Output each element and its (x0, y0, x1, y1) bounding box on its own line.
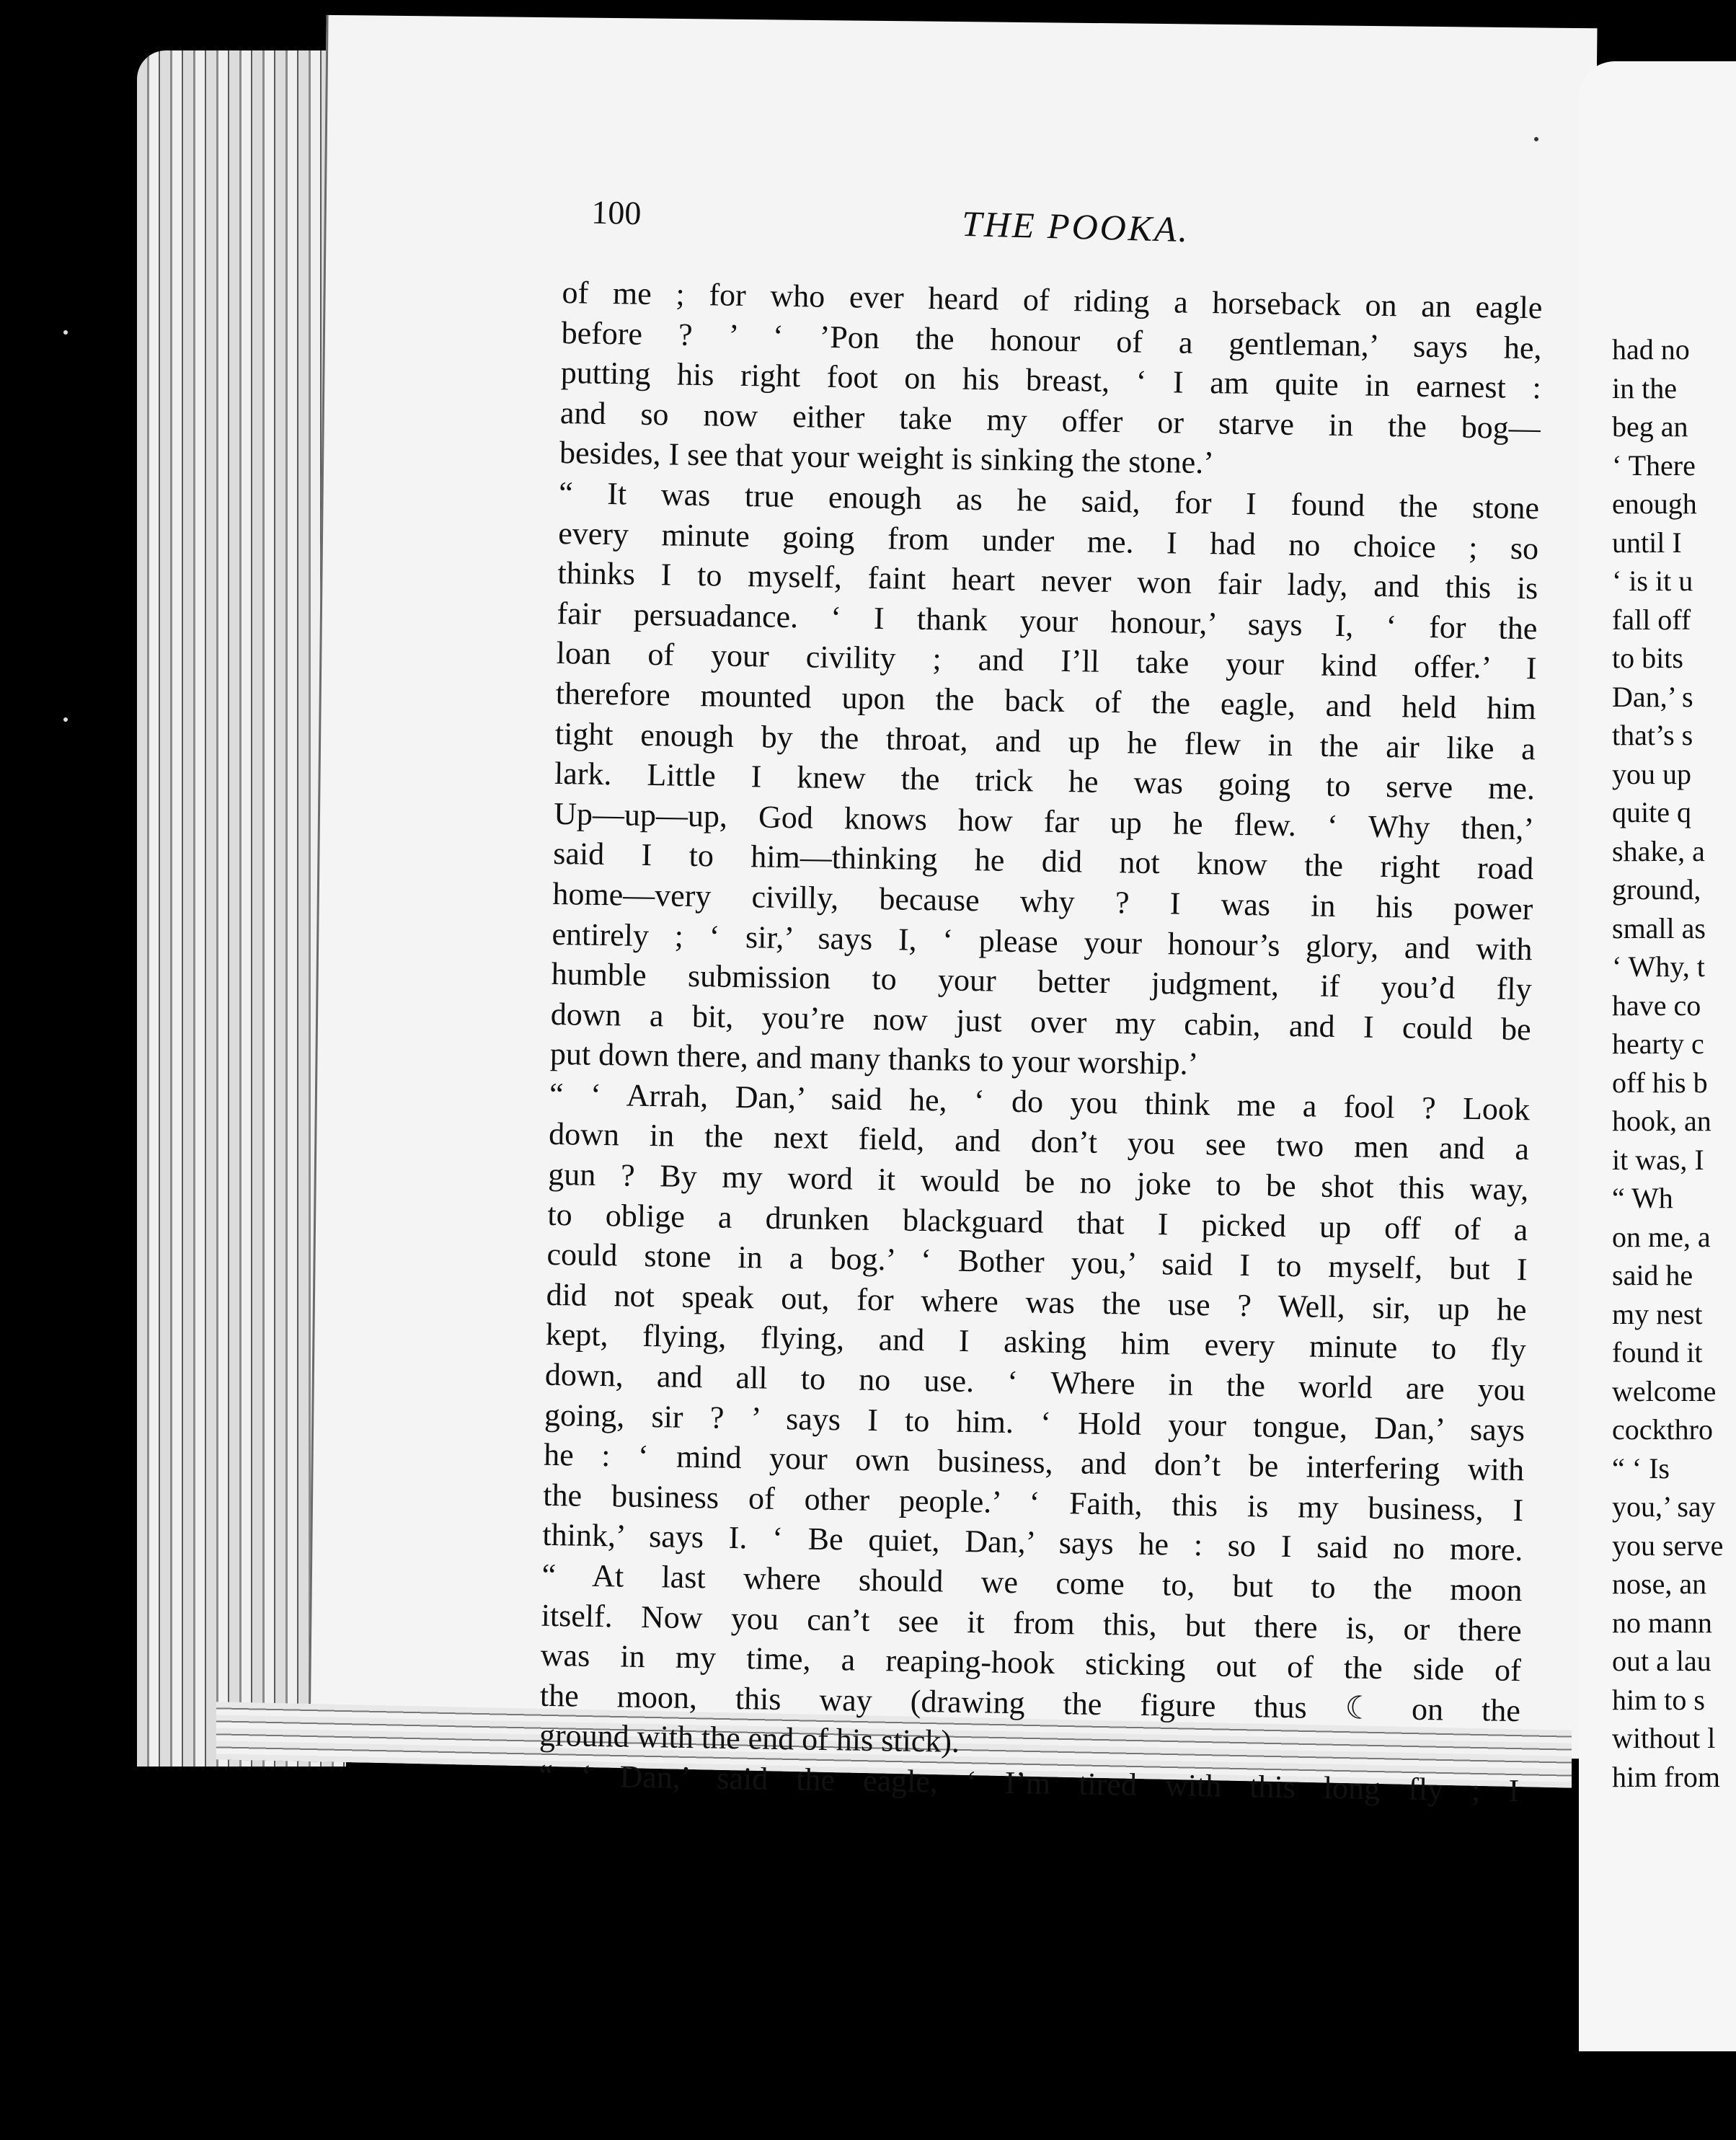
facing-text-line: you,’ say (1612, 1490, 1716, 1523)
text-line: going, sir ? ’ says I to him. ‘ Hold your tongue, Dan,’ says (544, 1397, 1525, 1448)
facing-text-line: him from (1612, 1760, 1720, 1793)
text-line: down, and all to no use. ‘ Where in the world are you (544, 1356, 1526, 1408)
facing-text-line: ‘ is it u (1612, 565, 1693, 597)
facing-text-line: found it (1612, 1336, 1703, 1369)
facing-text-line: enough (1612, 487, 1697, 520)
facing-page-text (1612, 330, 1736, 1796)
facing-text-line: “ Wh (1612, 1182, 1673, 1214)
facing-text-line: beg an (1612, 410, 1688, 443)
text-line: putting his right foot on his breast, ‘ I am quite in earnest : (560, 355, 1542, 406)
speck (1534, 137, 1538, 141)
text-line: the moon, this way (drawing the figure thus ☾ on the (539, 1677, 1521, 1728)
facing-text-line: shake, a (1612, 834, 1705, 867)
text-line: therefore mounted upon the back of the eagle, and held him (555, 675, 1537, 727)
speck (63, 717, 68, 722)
text-line: “ At last where should we come to, but to the moon (541, 1557, 1523, 1609)
text-line: loan of your civility ; and I’ll take your kind offer.’ I (556, 635, 1537, 686)
facing-text-line: had no (1612, 333, 1690, 366)
text-line: fair persuadance. ‘ I thank your honour,’ says I, ‘ for the (557, 595, 1538, 647)
facing-text-line: said he (1612, 1259, 1693, 1291)
facing-text-line: Dan,’ s (1612, 680, 1693, 713)
text-line: lark. Little I knew the trick he was going to serve me. (554, 756, 1536, 807)
facing-text-line: ‘ Why, t (1612, 950, 1705, 983)
facing-text-line: in the (1612, 371, 1677, 404)
text-line: Up—up—up, God knows how far up he flew. ‘ Why then,’ (553, 795, 1535, 846)
text-line: “ ‘ Dan,’ said the eagle, ‘ I’m tired with this long fly ; I (538, 1757, 1520, 1809)
facing-text-line: quite q (1612, 796, 1691, 828)
facing-text-line: hearty c (1612, 1027, 1704, 1060)
facing-text-line: you serve (1612, 1529, 1724, 1562)
text-line: thinks I to myself, faint heart never won fair lady, and this is (557, 555, 1538, 606)
facing-text-line: him to s (1612, 1683, 1705, 1716)
facing-text-line: out a lau (1612, 1645, 1711, 1677)
text-line: entirely ; ‘ sir,’ says I, ‘ please your honour’s glory, and with (552, 916, 1533, 967)
text-line: said I to him—thinking he did not know the right road (552, 836, 1534, 887)
facing-text-line: have co (1612, 989, 1701, 1022)
text-line: ground with the end of his stick). (539, 1717, 960, 1760)
facing-text-line: nose, an (1612, 1568, 1707, 1600)
facing-text-line: ground, (1612, 873, 1701, 906)
text-line: and so now either take my offer or starve in the bog— (559, 394, 1541, 446)
text-line: every minute going from under me. I had no choice ; so (557, 515, 1539, 566)
text-line: gun ? By my word it would be no joke to be shot this way, (547, 1156, 1529, 1208)
text-line: home—very civilly, because why ? I was in his power (552, 875, 1533, 927)
body-text (539, 273, 1543, 1811)
facing-text-line: it was, I (1612, 1143, 1704, 1176)
text-line: to oblige a drunken blackguard that I picked up off of a (547, 1196, 1528, 1247)
text-line: was in my time, a reaping-hook sticking out of the side of (540, 1637, 1522, 1689)
facing-text-line: small as (1612, 911, 1706, 945)
facing-text-line: without l (1612, 1722, 1716, 1754)
facing-text-line: my nest (1612, 1297, 1703, 1330)
facing-text-line: until I (1612, 526, 1682, 559)
running-title: THE POOKA. (961, 203, 1190, 250)
speck (63, 330, 68, 335)
facing-text-line: “ ‘ Is (1612, 1451, 1670, 1485)
facing-text-line: that’s s (1612, 719, 1693, 751)
text-line: put down there, and many thanks to your worship.’ (549, 1036, 1199, 1082)
text-line: of me ; for who ever heard of riding a horseback on an eagle (562, 274, 1543, 326)
text-line: before ? ’ ‘ ’Pon the honour of a gentleman,’ says he, (561, 314, 1542, 366)
facing-text-line: ‘ There (1612, 448, 1696, 482)
text-line: did not speak out, for where was the use ? Well, sir, up he (546, 1276, 1527, 1328)
text-line: down in the next field, and don’t you see two men and a (548, 1116, 1530, 1167)
facing-text-line: welcome (1612, 1374, 1717, 1407)
facing-text-line: on me, a (1612, 1220, 1711, 1253)
page-number: 100 (590, 193, 642, 232)
facing-text-line: hook, an (1612, 1105, 1711, 1137)
text-line: could stone in a bog.’ ‘ Bother you,’ said I to myself, but I (546, 1237, 1528, 1288)
facing-text-line: off his b (1612, 1066, 1708, 1099)
facing-text-line: no mann (1612, 1606, 1712, 1639)
text-line: he : ‘ mind your own business, and don’t be interfering with (543, 1437, 1525, 1488)
text-line: the business of other people.’ ‘ Faith, this is my business, I (542, 1477, 1524, 1528)
text-line: kept, flying, flying, and I asking him every minute to fly (545, 1317, 1527, 1368)
text-line: itself. Now you can’t see it from this, but there is, or there (541, 1597, 1522, 1648)
text-line: “ ‘ Arrah, Dan,’ said he, ‘ do you think me a fool ? Look (549, 1076, 1531, 1128)
facing-text-line: cockthro (1612, 1413, 1713, 1446)
text-line: besides, I see that your weight is sinking the stone.’ (559, 435, 1215, 481)
facing-text-line: to bits (1612, 642, 1683, 674)
facing-text-line: you up (1612, 757, 1691, 790)
text-line: down a bit, you’re now just over my cabin, and I could be (550, 996, 1532, 1047)
text-line: tight enough by the throat, and up he flew in the air like a (554, 715, 1536, 766)
text-line: “ It was true enough as he said, for I found the stone (558, 474, 1540, 526)
text-line: think,’ says I. ‘ Be quiet, Dan,’ says he : so I said no more. (542, 1517, 1523, 1568)
facing-text-line: fall off (1612, 603, 1691, 636)
text-line: humble submission to your better judgment, if you’d fly (551, 955, 1532, 1007)
